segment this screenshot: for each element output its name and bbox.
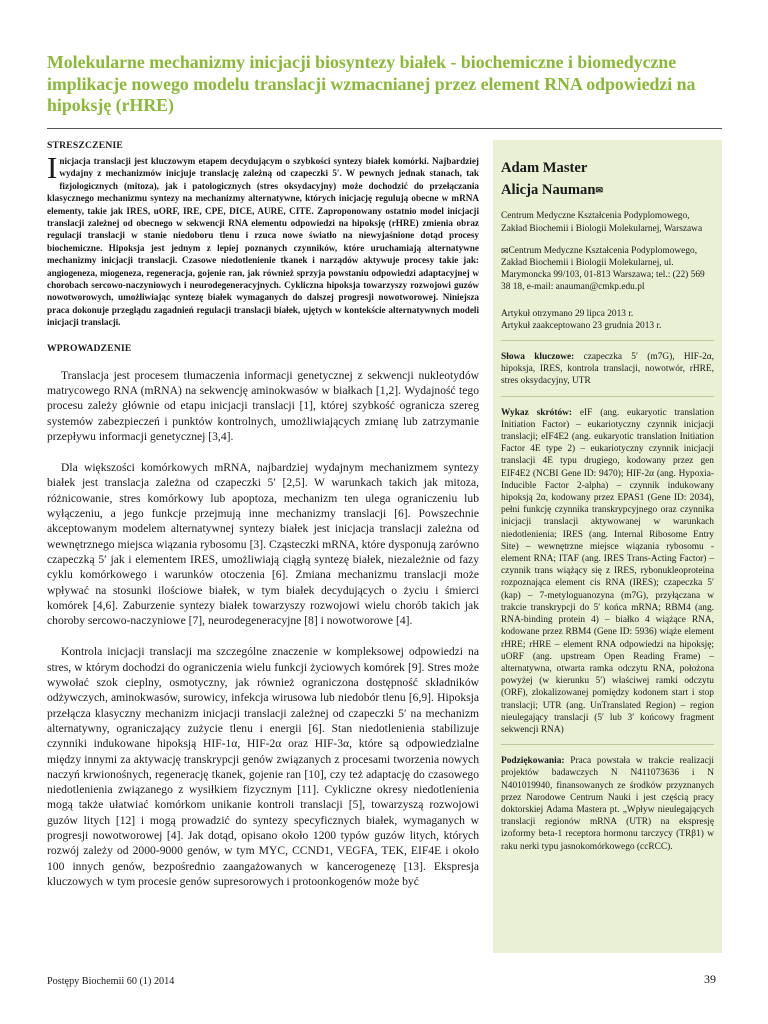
abbreviations-text: eIF (ang. eukaryotic translation Initiation Factor) – eukariotyczny czynnik inicjacji translacji; eIF4E2 (ang. eukaryotic translation Initiation Factor 4E type 2) – eukariotyczny czynnik inicjacji translacji 4E typu drugiego, kodowany przez gen EIF4E2 (NCBI Gene ID: 9470); HIF-2α (ang. Hypoxia-Inducible Factor 2-alpha) – czynnik indukowany hipoksją 2α, kodowany przez EPAS1 (Gene ID: 2034), pełni funkcję czynnika transkrypcyjnego oraz czynnika inicjacji translacji aktywowanej w warunkach niedotlenienia; IRES (ang. Internal Ribosome Entry Site) – wewnętrzne miejsce wiązania rybosomu - element RNA; ITAF (ang. IRES Trans-Acting Factor) – czynnik trans wiążący się z IRES, rybonukleoproteina rozpoznająca element cis RNA (IRES); czapeczka 5′ (kap) – 7-metyloguanozyna (m7G), przyłączana w trakcie transkrypcji do 5′ końca mRNA; RBM4 (ang. RNA-binding protein 4) – białko 4 wiążące RNA, kodowane przez RBM4 (Gene ID: 5936) wiąże element rHRE; rHRE – element RNA odpowiedzi na hipoksję; uORF (ang. upstream Open Reading Frame) – alternatywna, otwarta ramka odczytu RNA, położona powyżej (w kierunku 5′) właściwej ramki odczytu (ORF), zlokalizowanej pomiędzy kodonem start i stop translacji; UTR (ang. UnTranslated Region) – region nieulegający translacji (5′ lub 3′ końcowy fragment sekwencji RNA) (501, 407, 715, 735)
sidebar-divider (501, 340, 714, 341)
abstract-body: nicjacja translacji jest kluczowym etapem decydującym o szybkości syntezy białek komórki. Najbardziej wydajny z mechanizmów inicjuje translację zależną od czapeczki 5′. W pewnych jednak stanach, tak fizjologicznych (mitoza), jak i patologicznych (stres oksydacyjny) może dochodzić do przełączania klasycznego mechanizmu syntezy na mechanizmy alternatywne, których inicjację regulują obecne w mRNA elementy, takie jak IRES, uORF, IRE, CPE, DICE, AURE, CITE. Zaproponowany ostatnio model inicjacji translacji zależnej od obecnego w sekwencji RNA elementu odpowiedzi na hipoksję (rHRE) zmienia obraz regulacji translacji w stanie niedoboru tlenu i rzuca nowe światło na niewyjaśnione dotąd procesy biochemiczne. Hipoksja jest jednym z lepiej poznanych czynników, które uruchamiają alternatywne mechanizmy inicjacji translacji. Czasowe niedotlenienie tkanek i narządów aktywuje procesy takie jak: angiogeneza, miogeneza, regeneracja, gojenie ran, jak również sprzyja powstaniu odpowiedzi adaptacyjnej w chorobach sercowo-naczyniowych i neurodegeneracyjnych. Cykliczna hipoksja towarzyszy rozwojowi guzów nowotworowych, umożliwiając syntezę białek wymaganych do dalszej progresji nowotworowej. Niniejsza praca dokonuje przeglądu zagadnień regulacji translacji białek, ujętych w kontekście alternatywnych modeli inicjacji translacji. (47, 156, 479, 328)
title-divider (47, 128, 722, 129)
journal-footer: Postępy Biochemii 60 (1) 2014 (47, 976, 175, 987)
dropcap: I (47, 150, 58, 185)
keywords-text: czapeczka 5′ (m7G), HIF-2α, hipoksja, IRES, kontrola translacji, nowotwór, rHRE, stres oksydacyjny, UTR (501, 352, 715, 387)
sidebar-divider (501, 396, 714, 397)
affiliation-1: Centrum Medyczne Kształcenia Podyplomowego, Zakład Biochemii i Biologii Molekularnej, Warszawa (501, 211, 703, 234)
author-sidebar (493, 140, 722, 953)
abstract-heading: STRESZCZENIE (47, 140, 123, 151)
intro-body (47, 368, 479, 890)
acknowledgements-text: Praca powstała w trakcie realizacji projektów badawczych N N411073636 i N N401019940, finansowanych ze środków przyznanych przez Narodowe Centrum Nauki i jest częścią pracy doktorskiej Adama Mastera pt. „Wpływ nieulegających translacji regionów mRNA (UTR) na ekspresję izoformy beta-1 receptora hormonu tarczycy (TRβ1) w raku nerki typu jasnokomórkowego (ccRCC). (501, 756, 715, 852)
abbreviations (501, 407, 714, 736)
accepted-date: Artykuł zaakceptowano 23 grudnia 2013 r. (501, 320, 662, 331)
intro-heading: WPROWADZENIE (47, 342, 132, 354)
intro-paragraph-3: Kontrola inicjacji translacji ma szczególne znaczenie w kompleksowej odpowiedzi na stres, w którym dochodzi do ograniczenia wielu funkcji życiowych komórek [9]. Stres może wywołać szok cieplny, osmotyczny, jak również ograniczona dostępność składników odżywczych, aminokwasów, surowicy, infekcja wirusowa lub niedobór tlenu [6,9]. Hipoksja przełącza klasyczny mechanizm inicjacji translacji zależnej od czapeczki 5′ na mechanizm alternatywny, ograniczający zużycie tlenu i energii [6]. Stan niedotlenienia stabilizuje czynniki indukowane hipoksją HIF-1α, HIF-2α oraz HIF-3α, które są odpowiedzialne między innymi za aktywację transkrypcji genów związanych z procesami tworzenia nowych naczyń krwionośnych, regenerację tkanek, gojenie ran [10], czy też adaptację do czasowego niedotlenienia związanego z wysiłkiem fizycznym [11]. Cykliczne okresy niedotlenienia mogą także ułatwiać komórkom unikanie kontroli translacji [5], towarzyszą rozwojowi guzów litych [12] i mogą prowadzić do syntezy specyficznych białek, wymaganych w progresji nowotworowej [4]. Jak dotąd, opisano około 1200 typów guzów litych, których rozwój zależy od 2000-9000 genów, w tym MYC, CCND1, VEGFA, TEK, EIF4E i około 100 innych genów, bezpośrednio zaangażowanych w kancerogenezę [13]. Ekspresja kluczowych w tym procesie genów supresorowych i protoonkogenów może być (47, 645, 479, 888)
author-2-name: Alicja Nauman (501, 182, 596, 199)
affiliation-2 (501, 245, 714, 294)
author-1: Adam Master (501, 160, 588, 176)
keywords (501, 351, 714, 388)
affiliation-2-text: Centrum Medyczne Kształcenia Podyplomowego, Zakład Biochemii i Biologii Molekularnej, ul. Marymoncka 99/103, 01-813 Warszawa; tel.: (22) 569 38 18, e-mail: anauman@cmkp.edu.pl (501, 245, 705, 293)
acknowledgements-label: Podziękowania: (501, 756, 565, 767)
abstract-text (47, 150, 479, 329)
acknowledgements (501, 755, 714, 853)
envelope-icon: ✉ (501, 245, 509, 256)
intro-paragraph-1: Translacja jest procesem tłumaczenia informacji genetycznej z sekwencji nukleotydów matrycowego RNA (mRNA) na sekwencję aminokwasów w białkach [1,2]. Wydajność tego procesu zależy głównie od etapu inicjacji translacji [1], której szybkość ogranicza szereg systemów zabezpieczeń i punktów kontrolnych, umożliwiających zmianę lub zatrzymanie przepływu informacji genetycznej [3,4]. (47, 368, 479, 443)
page-number: 39 (704, 972, 716, 986)
main-column (47, 140, 479, 905)
sidebar-divider (501, 744, 714, 745)
author-2 (501, 182, 714, 199)
article-title: Molekularne mechanizmy inicjacji biosyntezy białek - biochemiczne i biomedyczne implikacje nowego modelu translacji wzmacnianej przez element RNA odpowiedzi na hipoksję (rHRE) (47, 52, 696, 115)
article-dates (501, 308, 714, 332)
intro-paragraph-2: Dla większości komórkowych mRNA, najbardziej wydajnym mechanizmem syntezy białek jest translacja zależna od czapeczki 5′ [2,5]. W warunkach takich jak mitoza, różnicowanie, stres komórkowy lub apoptoza, mechanizm ten ulega ograniczeniu lub wyłączeniu, a jego funkcje przejmują inne mechanizmy translacji [6]. Powszechnie akceptowanym modelem alternatywnej syntezy białek jest inicjacja translacji zależna od wewnętrznego miejsca wiązania rybosomu [3]. Cząsteczki mRNA, które dysponują zarówno czapeczką 5′ jak i elementem IRES, umożliwiają ciągłą syntezę białek, niezależnie od fazy cyklu komórkowego i warunków otoczenia [6]. Zmiana mechanizmu translacji może wpływać na stosunki ilościowe białek, w tym białek decydujących o życiu i śmierci komórek [4,6]. Zaburzenie syntezy białek towarzyszy rozwojowi wielu chorób takich jak choroby sercowo-naczyniowe [7], neurodegeneracyjne [8] i nowotworowe [4]. (47, 461, 479, 628)
keywords-label: Słowa kluczowe: (501, 352, 575, 363)
envelope-icon: ✉ (595, 185, 604, 196)
received-date: Artykuł otrzymano 29 lipca 2013 r. (501, 308, 634, 319)
abbreviations-label: Wykaz skrótów: (501, 407, 573, 418)
